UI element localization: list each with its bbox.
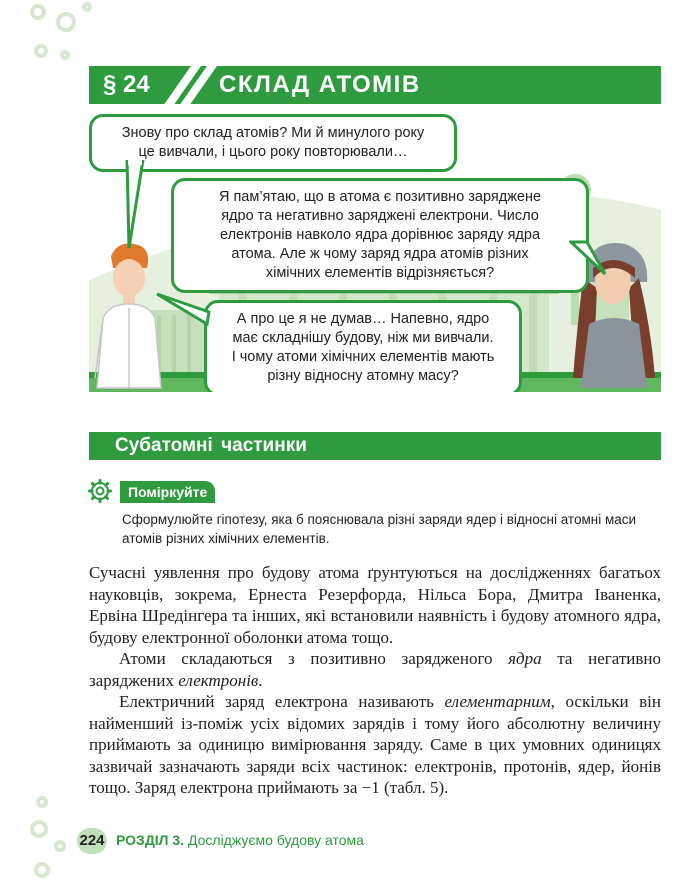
- chapter-title: Досліджуємо будову атома: [187, 832, 364, 848]
- subsection-header: [89, 432, 661, 460]
- text-run: .: [258, 670, 263, 690]
- term-nucleus: ядра: [508, 649, 542, 668]
- paragraph-2: [89, 648, 661, 691]
- text-run: , оскільки він найменший із-поміж усіх відомих зарядів і тому його абсолютну величину приймають за одиницю вимірювання заряду. Саме в цих умовних одиницях зазвичай зазначають заряди всіх частинок: електронів, протонів, ядер, йонів тощо. Заряд електрона приймають за −1 (табл. 5).: [89, 692, 661, 797]
- section-number: § 24: [103, 71, 150, 98]
- decor-circle: [60, 50, 70, 60]
- bubble-line: електронів навколо ядра дорівнює заряду ядра: [219, 227, 541, 243]
- bubble-tail: [153, 288, 213, 328]
- bubble-line: має складнішу будову, ніж ми вивчали.: [232, 330, 494, 346]
- decor-circle: [36, 796, 48, 808]
- bubble-tail: [569, 240, 609, 280]
- decor-circle: [34, 862, 50, 878]
- decor-circle: [34, 44, 48, 58]
- decor-circle: [54, 840, 66, 852]
- paragraph-3: [89, 691, 661, 799]
- think-label: Поміркуйте: [120, 481, 215, 503]
- bubble-tail: [125, 160, 145, 250]
- speech-bubble-boy-2: [204, 300, 522, 392]
- speech-bubble-girl: [171, 178, 589, 293]
- bubble-line: це вивчали, і цього року повторювали…: [138, 144, 408, 160]
- decor-circle: [30, 820, 48, 838]
- page-title: СКЛАД АТОМІВ: [219, 71, 421, 98]
- decor-circle: [82, 2, 92, 12]
- subsection-title: Субатомні частинки: [115, 435, 307, 456]
- bubble-line: Знову про склад атомів? Ми й минулого року: [121, 125, 425, 141]
- bubble-line: ядро та негативно заряджені електрони. Число: [221, 208, 539, 224]
- paragraph-1: Сучасні уявлення про будову атома ґрунтуються на дослідженнях багатьох науковців, зокрема, Ернеста Резерфорда, Нільса Бора, Дмитра Іваненка, Ервіна Шредінгера та інших, які встановили наявність і будову атомного ядра, будову електронної оболонки атома тощо.: [89, 563, 661, 647]
- text-run: Електричний заряд електрона називають: [119, 692, 445, 711]
- think-task-text: Сформулюйте гіпотезу, яка б пояснювала різні заряди ядер і відносні атомні маси атомів різних хімічних елементів.: [122, 512, 637, 546]
- term-elementary: елементарним: [444, 692, 551, 711]
- decor-circle: [30, 4, 46, 20]
- page-number: 224: [77, 828, 107, 854]
- bubble-line: різну відносну атомну масу?: [267, 368, 459, 384]
- chapter-footer: [116, 832, 364, 848]
- gear-icon: [88, 479, 112, 503]
- bubble-line: атома. Але ж чому заряд ядра атомів різних: [231, 246, 529, 262]
- decor-circle: [56, 12, 76, 32]
- section-header: [89, 66, 661, 104]
- text-run: та негативно заряджених: [89, 649, 661, 690]
- bubble-line: А про це я не думав… Напевно, ядро: [236, 311, 490, 327]
- dialogue-illustration: [89, 110, 661, 392]
- body-text: [89, 562, 661, 799]
- term-electrons: електронів: [178, 670, 259, 690]
- bubble-line: хімічних елементів відрізняється?: [265, 265, 495, 281]
- text-run: Атоми складаються з позитивно зарядженого: [119, 649, 509, 668]
- bubble-line: І чому атоми хімічних елементів мають: [231, 349, 495, 365]
- chapter-label: РОЗДІЛ 3.: [116, 832, 185, 848]
- bubble-line: Я пам’ятаю, що в атома є позитивно заряджене: [218, 189, 542, 205]
